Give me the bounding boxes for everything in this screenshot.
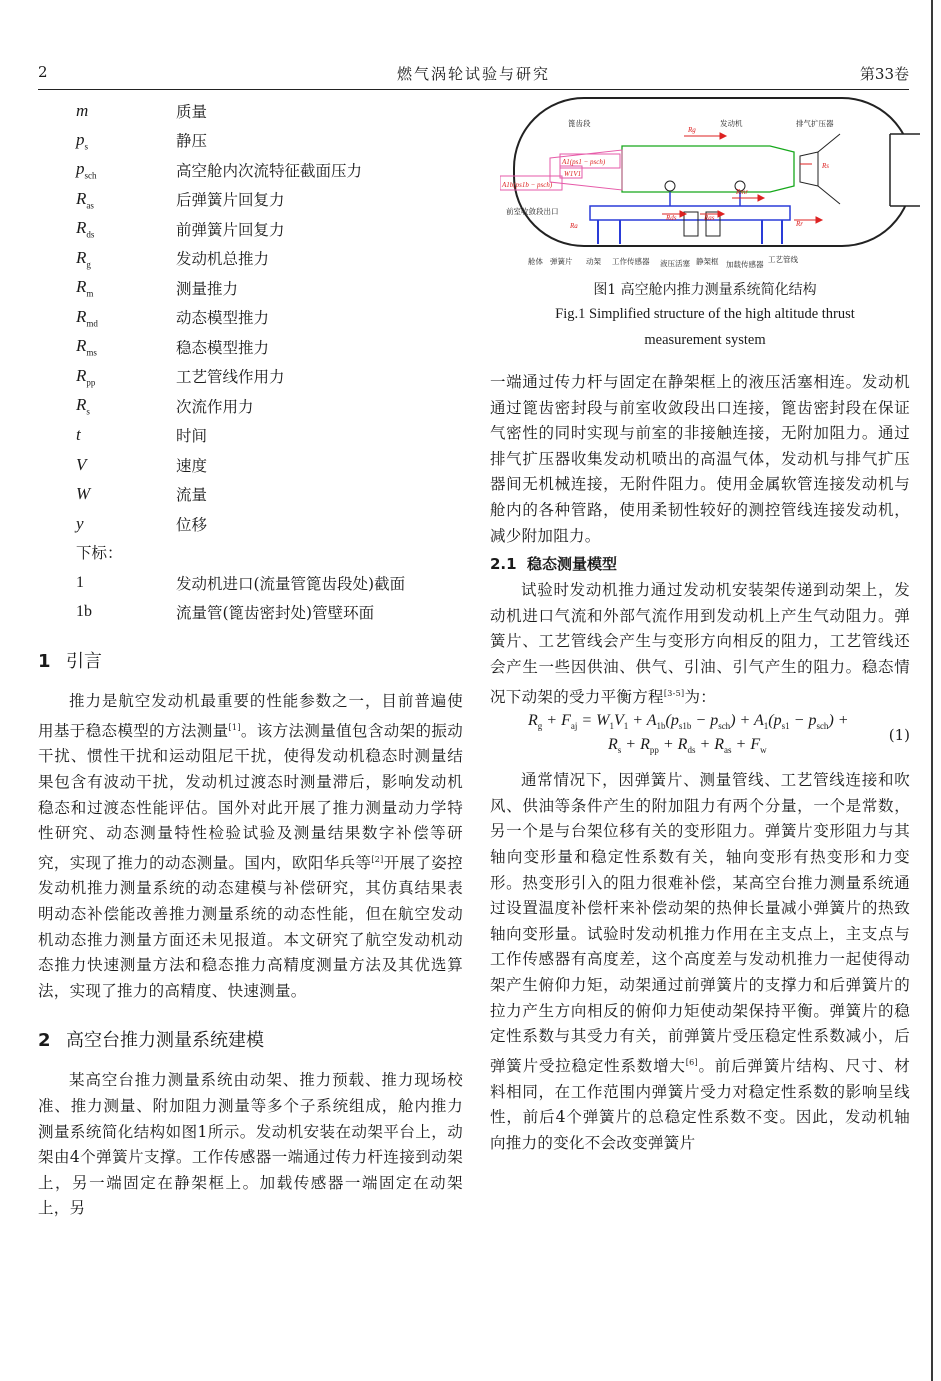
running-header [38,63,909,85]
nomenclature-row [38,568,463,598]
svg-text:A1(ps1 − psch): A1(ps1 − psch) [562,158,606,166]
symbol-description: 质量 [176,102,208,121]
journal-title: 燃气涡轮试验与研究 [396,65,550,83]
nomenclature-row [38,155,463,185]
nomenclature-row [38,598,463,628]
symbol: 1b [76,603,92,621]
svg-text:A1b(ps1b − psch): A1b(ps1b − psch) [502,181,553,189]
svg-text:静架框: 静架框 [696,257,719,266]
symbol-description: 发动机进口(流量管篦齿段处)截面 [176,574,406,593]
nomenclature-row [38,509,463,539]
nomenclature-row [38,421,463,451]
right-column [490,370,910,1156]
symbol: t [76,425,81,445]
svg-text:Ras: Ras [704,214,715,222]
nomenclature-row [38,303,463,333]
volume-label: 第33卷 [859,65,909,83]
section-1-heading: 1 引言 [38,651,102,672]
svg-text:发动机: 发动机 [720,119,743,128]
section-2-1-paragraph-2: 通常情况下，因弹簧片、测量管线、工艺管线连接和吹风、供油等条件产生的附加阻力有两个分量，一个是常数，另一个是与台架位移有关的变形阻力。弹簧片变形阻力与其轴向变形量和稳定性系数有关，轴向变形有热变形和力变形。热变形引入的阻力很难补偿，某高空台推力测量系统通过设置温度补偿杆来补偿动架的热伸长量减小弹簧片的热致轴向变形量。试验时发动机推力作用在主支点上，主支点与工作传感器有高度差，这个高度差与发动机推力一起使得动架产生俯仰力矩，动架通过前弹簧片的支撑力和后弹簧片的拉力产生方向相反的俯仰力矩使动架保持平衡。弹簧片的稳定性系数与其受力有关，前弹簧片受压稳定性系数减小，后弹簧片受拉稳定性系数增大[6]。前后弹簧片结构、尺寸、材料相同，在工作范围内弹簧片受力对稳定性系数的影响呈线性，前后4个弹簧片的总稳定性系数不变。因此，发动机轴向推力的变化不会改变弹簧片 [490,771,910,1152]
subscripts-list [38,568,463,627]
symbol-description: 次流作用力 [176,397,254,416]
subscripts-label: 下标： [76,543,123,562]
symbol-description: 速度 [176,456,208,475]
page-number: 2 [38,63,48,81]
symbol: 1 [76,573,84,591]
engine-shape [622,146,794,192]
svg-text:舱体: 舱体 [528,257,543,266]
symbol: $R_{md}$ [76,306,98,328]
svg-text:工作传感器: 工作传感器 [612,257,650,266]
symbol-description: 后弹簧片回复力 [176,191,285,210]
symbol-description: 测量推力 [176,279,239,298]
section-2-1-paragraph-1: 试验时发动机推力通过发动机安装架传递到动架上，发动机进口气流和外部气流作用到发动机上产生气动阻力。弹簧片、工艺管线会产生与变形方向相反的阻力，工艺管线还会产生一些因供油、供气、引油、引气产生的阻力。稳态情况下动架的受力平衡方程[3-5]为： [490,581,910,706]
nomenclature-row [38,214,463,244]
symbol: $R_{ds}$ [76,218,95,240]
section-2-1-heading: 2.1 稳态测量模型 [490,555,618,574]
nomenclature-row [38,450,463,480]
equation-1: $R_g + F_{aj} = W_1V_1 + A_{1b}(p_{s1b} - p_{sch}) + A_1(p_{s1} - p_{sch})$ + $R_s + R_{pp} + R_{ds} + R_{as} + F_w$ (1) [528,712,910,756]
svg-text:前室收敛段出口: 前室收敛段出口 [506,207,559,216]
section-2-paragraph: 某高空台推力测量系统由动架、推力预载、推力现场校准、推力测量、附加阻力测量等多个子系统组成，舱内推力测量系统简化结构如图1所示。发动机安装在动架平台上，动架由4个弹簧片支撑。工作传感器一端通过传力杆连接到动架上，另一端固定在静架框上。加载传感器一端固定在动架上，另 [38,1071,463,1218]
symbol: $R_{pp}$ [76,365,96,387]
symbol: $R_{ms}$ [76,336,97,358]
symbol: $R_s$ [76,395,90,417]
symbol-description: 前弹簧片回复力 [176,220,285,239]
nomenclature-row [38,391,463,421]
symbol: y [76,513,84,533]
svg-text:加载传感器: 加载传感器 [726,260,764,269]
equation-number: (1) [888,726,910,745]
symbol: m [76,100,89,120]
nomenclature-row [38,480,463,510]
symbol-description: 动态模型推力 [176,309,270,328]
svg-text:W1V1: W1V1 [564,170,582,178]
section-2-heading: 2 高空台推力测量系统建模 [38,1030,264,1052]
page-edge-bar [931,0,933,1381]
section-1-paragraph: 推力是航空发动机最重要的性能参数之一，目前普遍使用基于稳态模型的方法测量[1]。该方法测量值包含动架的振动干扰、惯性干扰和运动阻尼干扰，使得发动机稳态时测量结果包含有波动干扰，发动机过渡态时测量滞后，影响发动机稳态和过渡态性能评估。国外对此开展了推力测量动力学特性研究、动态测量特性检验试验及测量结果数字补偿等研究，实现了推力的动态测量。国内，欧阳华兵等[2]开展了姿控发动机推力测量系统的动态建模与补偿研究，其仿真结果表明动态补偿能改善推力测量系统的动态性能，但在航空发动机动态推力测量方面还未见报道。本文研究了航空发动机动态推力快速测量方法和稳态推力高精度测量方法及其优选算法，实现了推力的高精度、快速测量。 [38,692,464,1000]
svg-text:Rs: Rs [822,162,829,170]
symbol: V [76,454,87,474]
symbol: $R_g$ [76,247,91,269]
symbol-description: 位移 [176,515,208,534]
symbol-description: 稳态模型推力 [176,338,270,357]
svg-text:Rr: Rr [796,220,803,228]
nomenclature-row [38,126,463,156]
nomenclature-row [38,244,463,274]
svg-text:液压活塞: 液压活塞 [660,259,690,268]
header-rule [38,89,909,90]
left-column [38,96,463,1222]
symbol-description: 静压 [176,132,208,151]
symbol-description: 工艺管线作用力 [176,368,285,387]
figure-caption-cn: 图1 高空舱内推力测量系统简化结构 [593,282,817,298]
symbol: W [76,484,91,504]
symbol: $R_{as}$ [76,188,94,210]
symbol-description: 发动机总推力 [176,250,270,269]
svg-text:Rmr: Rmr [736,188,749,196]
svg-text:排气扩压器: 排气扩压器 [796,119,834,128]
svg-text:Ra: Ra [570,222,578,230]
svg-text:Rds: Rds [666,214,677,222]
svg-text:动架: 动架 [586,257,601,266]
symbol-description: 流量 [176,486,208,505]
figure-caption-en-2: measurement system [644,332,766,348]
figure-caption-en-1: Fig.1 Simplified structure of the high altitude thrust [555,306,855,322]
symbol-description: 流量管(篦齿密封处)管壁环面 [176,604,375,623]
nomenclature-row [38,96,463,126]
symbol-description: 高空舱内次流特征截面压力 [176,161,363,180]
nomenclature-row [38,273,463,303]
symbol: $R_m$ [76,277,94,299]
symbol: $p_{sch}$ [76,159,97,181]
svg-text:篦齿段: 篦齿段 [568,119,591,128]
nomenclature-list [38,96,463,539]
dynamic-frame [590,206,790,220]
nomenclature-row [38,362,463,392]
nomenclature-row [38,332,463,362]
nomenclature-row [38,185,463,215]
svg-text:Rg: Rg [688,126,696,134]
symbol-description: 时间 [176,427,208,446]
svg-text:工艺管线: 工艺管线 [768,255,798,264]
svg-text:弹簧片: 弹簧片 [550,257,573,266]
symbol: $p_s$ [76,129,89,151]
right-paragraph-1: 一端通过传力杆与固定在静架框上的液压活塞相连。发动机通过篦齿密封段与前室收敛段出口连接，篦齿密封段在保证气密性的同时实现与前室的非接触连接，无附加阻力。通过排气扩压器收集发动机喷出的高温气体，发动机与排气扩压器间无机械连接，无附件阻力。使用金属软管连接发动机与舱内的各种管路，使用柔韧性较好的测控管线连接发动机，减少附加阻力。 [490,373,910,545]
